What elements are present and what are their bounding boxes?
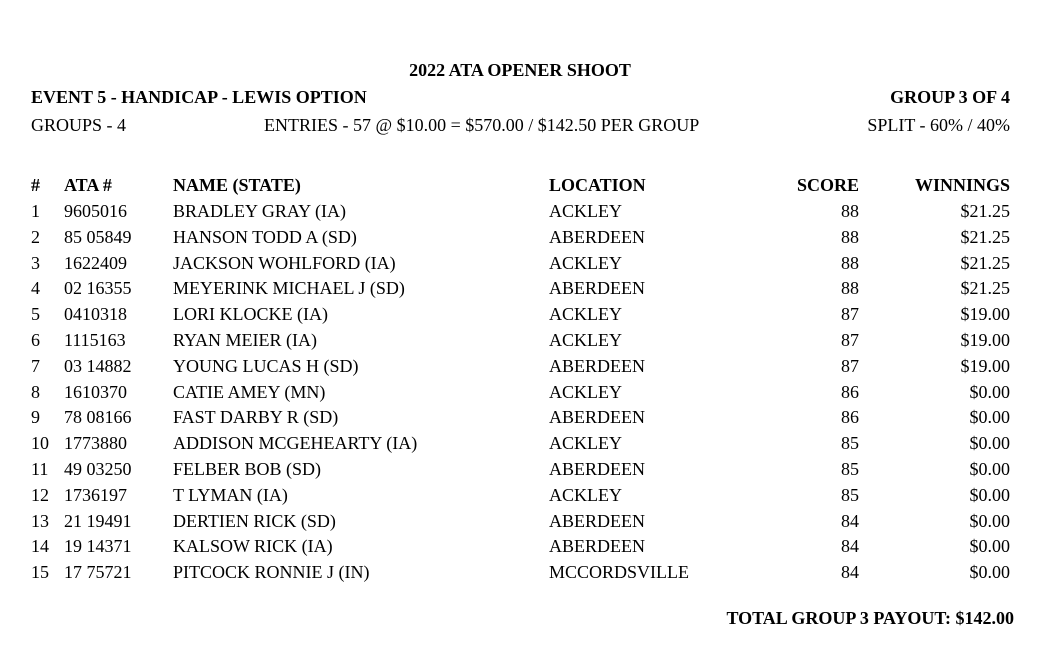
row-ata: 1736197 [64,484,127,505]
table-row [0,304,1040,330]
row-num: 4 [31,278,40,299]
row-ata: 19 14371 [64,536,132,557]
row-score: 86 [841,381,859,402]
row-name: PITCOCK RONNIE J (IN) [173,562,370,583]
row-name: CATIE AMEY (MN) [173,381,326,402]
row-winnings: $0.00 [969,510,1010,531]
row-name: BRADLEY GRAY (IA) [173,201,346,221]
table-row [0,407,1040,433]
row-name: KALSOW RICK (IA) [173,536,333,557]
row-winnings: $21.25 [960,278,1010,299]
row-num: 10 [31,433,49,454]
row-name: FAST DARBY R (SD) [173,407,339,428]
row-num: 14 [31,536,49,557]
row-name: YOUNG LUCAS H (SD) [173,355,359,376]
groups-count: GROUPS - 4 [31,115,127,135]
table-row [0,253,1040,279]
row-name: DERTIEN RICK (SD) [173,510,336,531]
row-location: ACKLEY [549,381,622,402]
header-winnings: WINNINGS [914,175,1010,195]
row-num: 12 [31,484,49,505]
table-row [0,459,1040,485]
row-ata: 9605016 [64,201,127,221]
row-location: ABERDEEN [549,536,645,557]
row-ata: 1115163 [64,330,126,350]
row-num: 9 [31,407,40,428]
row-ata: 78 08166 [64,407,132,428]
row-location: ABERDEEN [549,510,645,531]
row-ata: 17 75721 [64,562,132,583]
header-num: # [31,175,40,195]
table-row [0,536,1040,562]
row-num: 7 [31,355,40,376]
row-num: 11 [31,459,49,479]
row-score: 87 [841,304,859,325]
row-winnings: $0.00 [969,407,1010,428]
table-row [0,433,1040,459]
row-name: ADDISON MCGEHEARTY (IA) [173,433,418,454]
row-num: 8 [31,381,40,402]
row-winnings: $0.00 [969,381,1010,402]
group-label: GROUP 3 OF 4 [890,87,1010,107]
row-name: T LYMAN (IA) [173,484,288,505]
row-winnings: $19.00 [960,355,1010,376]
row-ata: 02 16355 [64,278,132,299]
row-ata: 1773880 [64,433,127,454]
table-row [0,278,1040,304]
row-score: 84 [841,536,859,557]
row-location: ACKLEY [549,484,622,505]
row-ata: 49 03250 [64,459,132,479]
row-score: 87 [841,330,859,350]
row-ata: 85 05849 [64,226,132,247]
event-title: EVENT 5 - HANDICAP - LEWIS OPTION [31,87,367,107]
row-score: 86 [841,407,859,428]
row-winnings: $19.00 [960,330,1010,350]
table-row [0,511,1040,537]
row-location: ABERDEEN [549,355,645,376]
row-score: 88 [841,278,859,299]
header-score: SCORE [796,175,859,195]
row-name: LORI KLOCKE (IA) [173,304,328,325]
row-ata: 21 19491 [64,510,132,531]
row-num: 6 [31,330,40,350]
row-score: 84 [841,510,859,531]
row-winnings: $0.00 [969,484,1010,505]
row-winnings: $21.25 [960,226,1010,247]
row-winnings: $21.25 [960,201,1010,221]
table-header [0,175,1040,201]
row-winnings: $0.00 [969,536,1010,557]
table-row [0,227,1040,253]
table-row [0,382,1040,408]
row-location: ABERDEEN [549,278,645,299]
table-row [0,330,1040,356]
row-location: ACKLEY [549,433,622,454]
row-ata: 0410318 [64,304,127,325]
entries-summary: ENTRIES - 57 @ $10.00 = $570.00 / $142.50 PER GROUP [264,115,700,135]
row-winnings: $0.00 [969,433,1010,454]
row-location: ABERDEEN [549,407,645,428]
row-ata: 1622409 [64,252,127,273]
row-winnings: $0.00 [969,459,1010,479]
header-ata: ATA # [64,175,112,195]
row-num: 5 [31,304,40,325]
row-name: RYAN MEIER (IA) [173,330,317,350]
page-title: 2022 ATA OPENER SHOOT [409,60,631,80]
row-score: 88 [841,226,859,247]
row-score: 88 [841,201,859,221]
row-winnings: $19.00 [960,304,1010,325]
row-name: JACKSON WOHLFORD (IA) [173,252,396,273]
header-name: NAME (STATE) [173,175,301,195]
row-location: ACKLEY [549,304,622,325]
row-ata: 1610370 [64,381,127,402]
row-location: ACKLEY [549,252,622,273]
table-row [0,485,1040,511]
row-score: 85 [841,484,859,505]
row-location: ACKLEY [549,330,622,350]
row-name: MEYERINK MICHAEL J (SD) [173,278,405,299]
row-ata: 03 14882 [64,355,132,376]
split-info: SPLIT - 60% / 40% [867,115,1010,135]
header-location: LOCATION [549,175,646,195]
row-location: ABERDEEN [549,459,645,479]
row-num: 2 [31,226,40,247]
row-score: 85 [841,433,859,454]
row-score: 85 [841,459,859,479]
row-location: ABERDEEN [549,226,645,247]
row-num: 1 [31,201,40,221]
row-score: 87 [841,355,859,376]
row-score: 88 [841,252,859,273]
row-name: FELBER BOB (SD) [173,459,322,479]
row-location: MCCORDSVILLE [549,562,690,583]
row-winnings: $0.00 [969,562,1010,583]
row-winnings: $21.25 [960,252,1010,273]
table-row [0,562,1040,588]
row-location: ACKLEY [549,201,622,221]
row-num: 13 [31,510,49,531]
row-name: HANSON TODD A (SD) [173,226,357,247]
row-score: 84 [841,562,859,583]
table-row [0,201,1040,227]
total-payout: TOTAL GROUP 3 PAYOUT: $142.00 [726,608,1014,628]
row-num: 3 [31,252,40,273]
table-row [0,356,1040,382]
row-num: 15 [31,562,49,583]
